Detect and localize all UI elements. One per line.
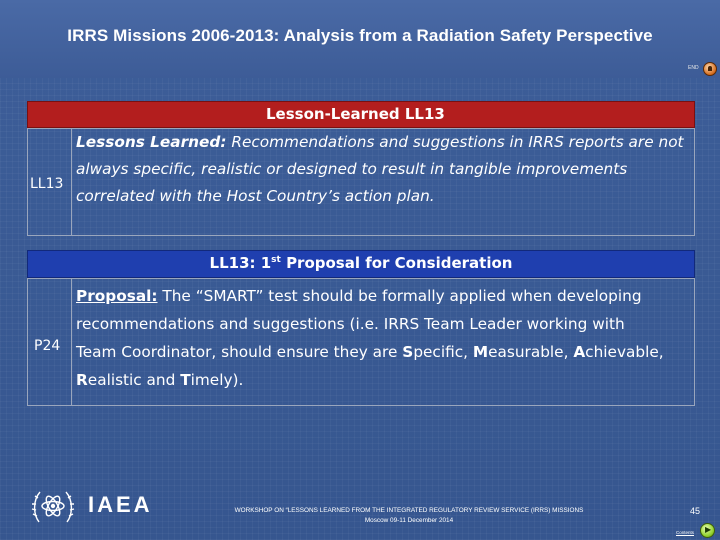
smart-m: M [472, 343, 489, 361]
p24-line1: The “SMART” test should be formally applied when developing [157, 287, 642, 305]
proposal-header [27, 250, 695, 278]
lesson-learned-heading: Lesson-Learned LL13 [266, 105, 445, 123]
smart-a-rest: chievable, [585, 343, 664, 361]
p24-line3 [76, 338, 694, 366]
ll13-line3: correlated with the Host Country’s action plan. [76, 187, 435, 205]
workshop-date: Moscow 09-11 December 2014 [364, 517, 454, 524]
smart-s-rest: pecific, [413, 343, 473, 361]
workshop-title: WORKSHOP ON “LESSONS LEARNED FROM THE INTEGRATED REGULATORY REVIEW SERVICE (IRRS) MISSIONS [234, 507, 584, 514]
end-icon[interactable] [703, 62, 717, 76]
ll13-line2: always specific, realistic or designed to result in tangible improvements [76, 160, 628, 178]
smart-r-rest: ealistic and [87, 371, 181, 389]
proposal-heading [28, 254, 694, 272]
ll13-line1: Recommendations and suggestions in IRRS reports are not [226, 133, 684, 151]
lessons-learned-lead: Lessons Learned: [76, 133, 227, 151]
smart-r: R [76, 371, 88, 389]
smart-a: A [573, 343, 586, 361]
iaea-logo-icon [30, 484, 76, 528]
iaea-wordmark: IAEA [88, 492, 153, 517]
slide-title: IRRS Missions 2006-2013: Analysis from a Radiation Safety Perspective [67, 26, 653, 45]
proposal-lead: Proposal: [76, 287, 158, 305]
lesson-learned-header [27, 101, 695, 128]
proposal-heading-sup: st [271, 255, 281, 265]
p24-row-label: P24 [34, 338, 61, 354]
contents-link[interactable]: Contents [676, 530, 695, 535]
smart-s: S [402, 343, 414, 361]
smart-t-rest: imely). [190, 371, 244, 389]
smart-t: T [180, 371, 191, 389]
smart-m-rest: easurable, [488, 343, 574, 361]
proposal-heading-prefix: LL13: 1 [209, 254, 272, 272]
page-number: 45 [690, 506, 701, 516]
p24-line2: recommendations and suggestions (i.e. IRRS Team Leader working with [76, 315, 625, 333]
proposal-heading-suffix: Proposal for Consideration [280, 254, 513, 272]
ll13-row-label: LL13 [30, 176, 64, 192]
p24-line3-text: Team Coordinator, should ensure they are [76, 343, 403, 361]
p24-line4 [76, 366, 694, 394]
next-slide-icon[interactable]: ▶ [700, 523, 715, 538]
p24-text [76, 282, 694, 394]
end-label: END [688, 65, 699, 71]
ll13-text [76, 129, 694, 210]
